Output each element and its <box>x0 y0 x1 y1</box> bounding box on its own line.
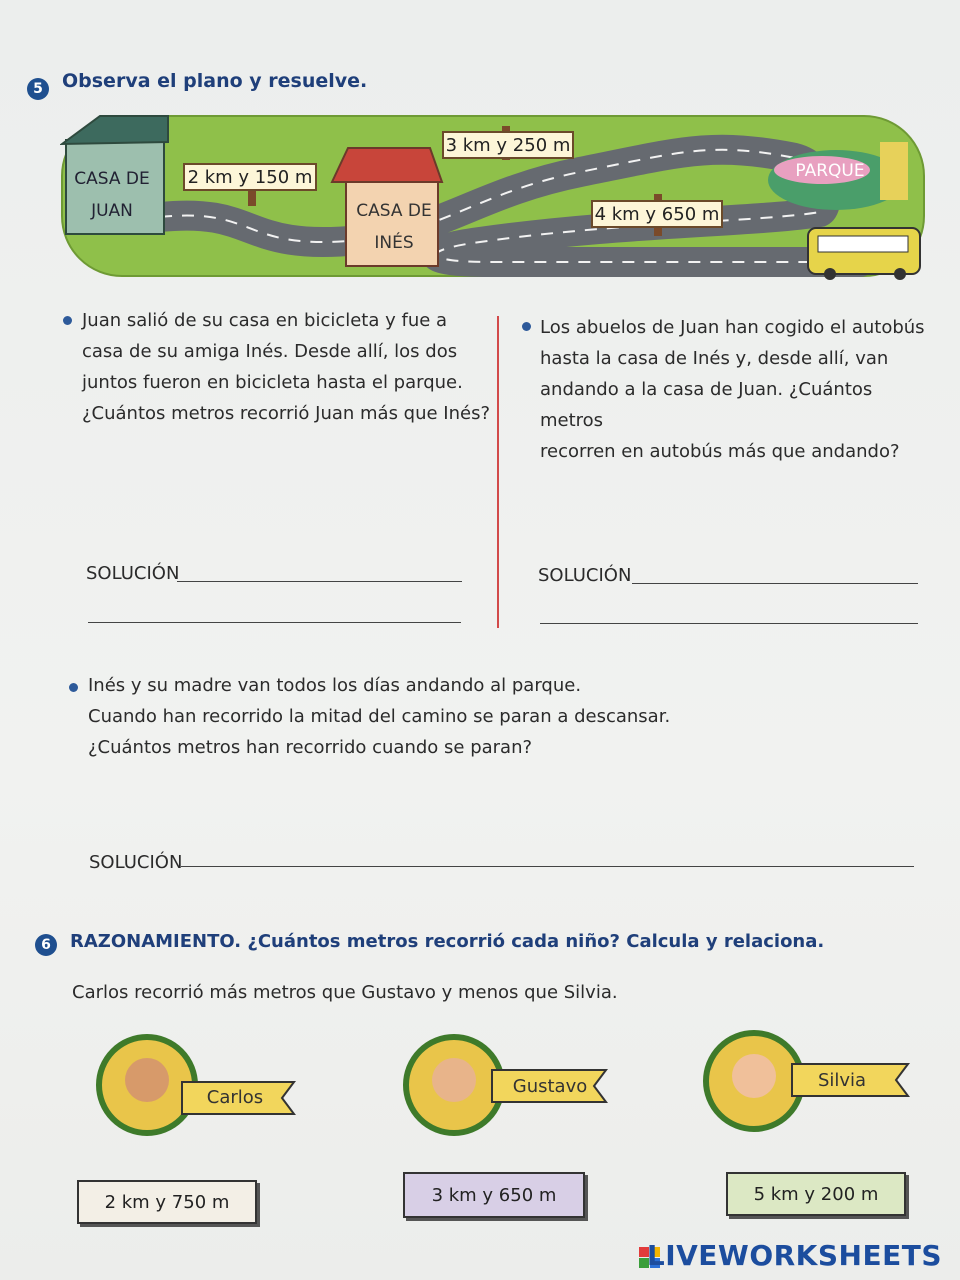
q1-solution-line[interactable] <box>177 581 462 582</box>
q2-line: Los abuelos de Juan han cogido el autobús <box>540 317 925 338</box>
sign-ines-parque-label: 4 km y 650 m <box>594 204 720 225</box>
exercise-5-badge: 5 <box>27 78 49 100</box>
answer-box-3km650[interactable]: 3 km y 650 m <box>403 1172 585 1218</box>
q3-line: Cuando han recorrido la mitad del camino se paran a descansar. <box>88 706 671 727</box>
kid-gustavo <box>384 1030 610 1140</box>
answer-box-2km750[interactable]: 2 km y 750 m <box>77 1180 257 1224</box>
q2-bullet <box>522 322 531 331</box>
kid-gustavo-label: Gustavo <box>512 1076 588 1097</box>
watermark-text: LIVEWORKSHEETS <box>646 1239 942 1272</box>
house-juan-label-1: CASA DE <box>74 169 150 189</box>
q1-line: Juan salió de su casa en bicicleta y fue a <box>82 310 448 331</box>
q1-bullet <box>63 316 72 325</box>
q3-solution-label: SOLUCIÓN <box>89 852 183 873</box>
q2-solution-label: SOLUCIÓN <box>538 565 632 586</box>
sign-juan-ines-label: 2 km y 150 m <box>187 167 313 188</box>
q1-solution-label: SOLUCIÓN <box>86 563 180 584</box>
q2-text <box>540 312 940 467</box>
kid-carlos-label: Carlos <box>206 1087 264 1108</box>
kid-silvia <box>688 1026 914 1136</box>
q1-line: casa de su amiga Inés. Desde allí, los dos <box>82 341 458 362</box>
kid-silvia-label: Silvia <box>817 1070 867 1091</box>
house-ines <box>332 148 442 266</box>
gustavo-face-icon <box>432 1058 476 1102</box>
q1-text <box>82 305 492 429</box>
q3-line: ¿Cuántos metros han recorrido cuando se paran? <box>88 737 533 758</box>
q2-solution-line-2[interactable] <box>540 623 918 624</box>
q1-solution-line-2[interactable] <box>88 622 461 623</box>
sign-top-route <box>443 126 573 160</box>
house-ines-label-2: INÉS <box>374 233 414 253</box>
route-map <box>60 112 926 282</box>
house-ines-label-1: CASA DE <box>356 201 432 221</box>
q2-line: hasta la casa de Inés y, desde allí, van <box>540 348 889 369</box>
q2-line: recorren en autobús más que andando? <box>540 441 900 462</box>
q1-line: ¿Cuántos metros recorrió Juan más que Inés? <box>82 403 491 424</box>
exercise-6-title: RAZONAMIENTO. ¿Cuántos metros recorrió cada niño? Calcula y relaciona. <box>70 931 825 952</box>
column-divider <box>497 316 499 628</box>
q3-line: Inés y su madre van todos los días andando al parque. <box>88 675 582 696</box>
silvia-face-icon <box>732 1054 776 1098</box>
park-label: PARQUE <box>795 161 865 181</box>
q2-line: andando a la casa de Juan. ¿Cuántos metros <box>540 379 873 431</box>
kid-carlos <box>72 1030 298 1140</box>
q1-line: juntos fueron en bicicleta hasta el parque. <box>82 372 463 393</box>
exercise-6-badge: 6 <box>35 934 57 956</box>
house-juan-label-2: JUAN <box>91 201 133 221</box>
q3-text <box>88 670 908 763</box>
q3-solution-line[interactable] <box>181 866 914 867</box>
sign-top-route-label: 3 km y 250 m <box>445 135 571 156</box>
house-juan <box>62 116 168 234</box>
carlos-face-icon <box>125 1058 169 1102</box>
bus-icon <box>808 228 920 280</box>
q2-solution-line[interactable] <box>632 583 918 584</box>
exercise-6-statement: Carlos recorrió más metros que Gustavo y menos que Silvia. <box>72 982 618 1003</box>
answer-box-5km200[interactable]: 5 km y 200 m <box>726 1172 906 1216</box>
exercise-5-title: Observa el plano y resuelve. <box>62 70 368 92</box>
q3-bullet <box>69 683 78 692</box>
